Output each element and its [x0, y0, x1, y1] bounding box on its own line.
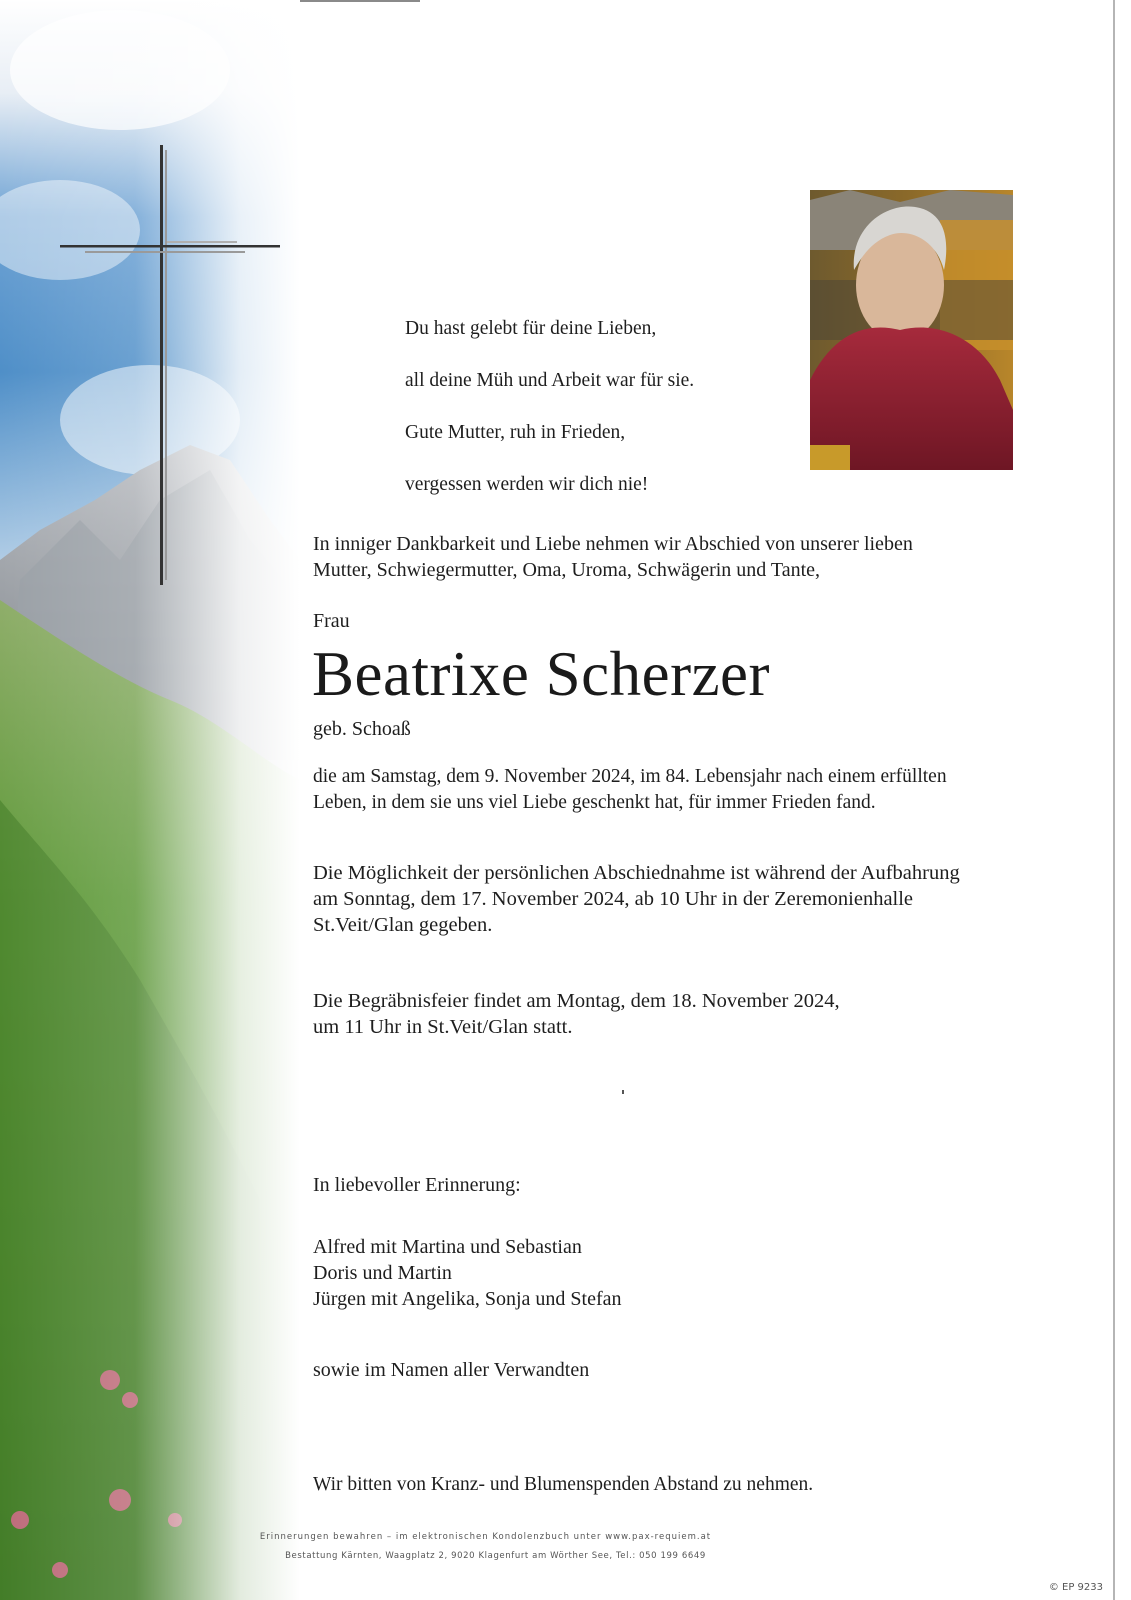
funeral-line: um 11 Uhr in St.Veit/Glan statt. [313, 1016, 573, 1038]
page-edge-right [1113, 0, 1115, 1600]
death-notice [313, 764, 1073, 816]
donation-request: Wir bitten von Kranz- und Blumenspenden Abstand zu nehmen. [313, 1474, 814, 1495]
print-speck [622, 1090, 624, 1094]
verse-line: vergessen werden wir dich nie! [405, 474, 649, 495]
verse-line: Du hast gelebt für deine Lieben, [405, 318, 657, 339]
cross-icon [55, 145, 280, 585]
farewell-line: St.Veit/Glan gegeben. [313, 914, 493, 936]
maiden-name: geb. Schoaß [313, 718, 411, 740]
family-member: Doris und Martin [313, 1262, 452, 1284]
verse-line: all deine Müh und Arbeit war für sie. [405, 370, 695, 391]
deceased-name: Beatrixe Scherzer [312, 639, 770, 709]
in-memory-heading: In liebevoller Erinnerung: [313, 1174, 521, 1196]
relatives-note: sowie im Namen aller Verwandten [313, 1359, 590, 1381]
death-line: Leben, in dem sie uns viel Liebe geschenkt hat, für immer Frieden fand. [313, 792, 876, 813]
intro-line: In inniger Dankbarkeit und Liebe nehmen wir Abschied von unserer lieben [313, 533, 913, 555]
document-code: © EP 9233 [1048, 1582, 1103, 1593]
portrait-photo [810, 190, 1013, 470]
footer-condolence-line: Erinnerungen bewahren – im elektronischen Kondolenzbuch unter www.pax-requiem.at [259, 1532, 712, 1542]
footer-address-line: Bestattung Kärnten, Waagplatz 2, 9020 Klagenfurt am Wörther See, Tel.: 050 199 6649 [285, 1551, 706, 1561]
family-list [313, 1234, 1073, 1312]
family-member: Alfred mit Martina und Sebastian [313, 1236, 582, 1258]
farewell-viewing-info [313, 860, 1073, 938]
memorial-verse [405, 290, 785, 524]
death-line: die am Samstag, dem 9. November 2024, im 84. Lebensjahr nach einem erfüllten [313, 766, 947, 787]
announcement-intro [313, 531, 1073, 583]
farewell-line: am Sonntag, dem 17. November 2024, ab 10 Uhr in der Zeremonienhalle [313, 888, 914, 910]
funeral-info [313, 988, 1073, 1040]
verse-line: Gute Mutter, ruh in Frieden, [405, 422, 626, 443]
farewell-line: Die Möglichkeit der persönlichen Abschiednahme ist während der Aufbahrung [313, 862, 960, 884]
family-member: Jürgen mit Angelika, Sonja und Stefan [313, 1288, 622, 1310]
salutation: Frau [313, 610, 350, 632]
funeral-line: Die Begräbnisfeier findet am Montag, dem 18. November 2024, [313, 990, 840, 1012]
intro-line: Mutter, Schwiegermutter, Oma, Uroma, Schwägerin und Tante, [313, 559, 821, 581]
